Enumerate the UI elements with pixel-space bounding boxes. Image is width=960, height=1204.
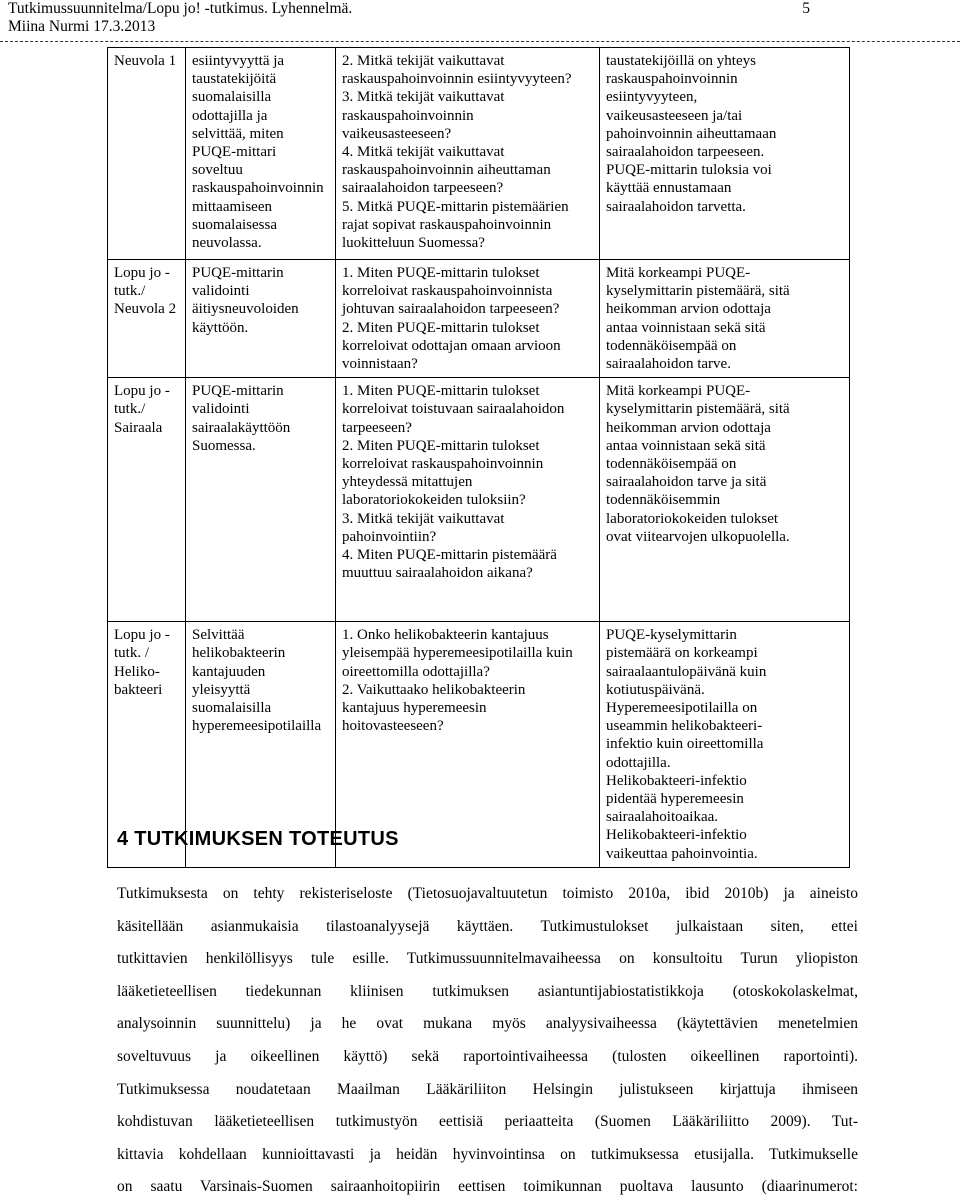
body-line: käsitellään asianmukaisia tilastoanalyysejä käyttäen. Tutkimustulokset julkaistaan siten, ettei [117, 917, 858, 935]
section-body [117, 878, 858, 1204]
hypotheses-cell: taustatekijöillä on yhteys raskauspahoinvoinnin esiintyvyyteen, vaikeusasteeseen ja/tai pahoinvoinnin aiheuttamaan sairaalahoidon tarpeeseen. PUQE-mittarin tuloksia voi käyttää ennustamaan sairaalahoidon tarvetta. [600, 48, 850, 260]
table-row [108, 378, 850, 622]
table-row [108, 48, 850, 260]
body-line: kittavia kohdellaan kunnioittavasti ja heidän hyvinvointinsa on tutkimuksessa etusijalla. Tutkimukselle [117, 1145, 858, 1163]
body-line: on saatu Varsinais-Suomen sairaanhoitopiirin eettisen toimikunnan puoltava lausunto (diaarinumerot: [117, 1178, 858, 1196]
phase-cell: Lopu jo - tutk. / Heliko- bakteeri [108, 622, 186, 868]
aim-cell: Selvittää helikobakteerin kantajuuden yleisyyttä suomalaisilla hyperemeesipotilailla [186, 622, 336, 868]
header-divider [0, 41, 960, 42]
questions-cell: 2. Mitkä tekijät vaikuttavat raskauspahoinvoinnin esiintyvyyteen? 3. Mitkä tekijät vaikuttavat raskauspahoinvoinnin vaikeusasteeseen? 4. Mitkä tekijät vaikuttavat raskauspahoinvoinnin aiheuttaman sairaalahoidon tarpeeseen? 5. Mitkä PUQE-mittarin pistemäärien rajat sopivat raskauspahoinvoinnin luokitteluun Suomessa? [336, 48, 600, 260]
header-author-date: Miina Nurmi 17.3.2013 [8, 18, 156, 35]
aim-cell: PUQE-mittarin validointi sairaalakäyttöön Suomessa. [186, 378, 336, 622]
page-number: 5 [802, 0, 810, 17]
phase-cell: Lopu jo - tutk./ Neuvola 2 [108, 260, 186, 378]
section-heading: 4 TUTKIMUKSEN TOTEUTUS [117, 828, 399, 850]
aim-cell: PUQE-mittarin validointi äitiysneuvoloiden käyttöön. [186, 260, 336, 378]
questions-cell: 1. Onko helikobakteerin kantajuus yleisempää hyperemeesipotilailla kuin oireettomilla odottajilla? 2. Vaikuttaako helikobakteerin kantajuus hyperemeesin hoitovasteeseen? [336, 622, 600, 868]
body-line: Tutkimuksesta on tehty rekisteriseloste (Tietosuojavaltuutetun toimisto 2010a, ibid 2010b) ja aineisto [117, 885, 858, 902]
body-line: tutkittavien henkilöllisyys tule esille. Tutkimussuunnitelmavaiheessa on konsultoitu Turun yliopiston [117, 950, 858, 968]
body-line: analysoinnin suunnittelu) ja he ovat mukana myös analyysivaiheessa (käytettävien menetelmien [117, 1015, 858, 1033]
hypotheses-cell: PUQE-kyselymittarin pistemäärä on korkeampi sairaalaantulopäivänä kuin kotiutuspäivänä. Hyperemeesipotilailla on useammin helikobakteeri- infektio kuin oireettomilla odottajilla. Helikobakteeri-infektio pidentää hyperemeesin sairaalahoitoaikaa. Helikobakteeri-infektio vaikeuttaa pahoinvointia. [600, 622, 850, 868]
body-line: Tutkimuksessa noudatetaan Maailman Lääkäriliiton Helsingin julistukseen kirjattuja ihmiseen [117, 1080, 858, 1098]
hypotheses-cell: Mitä korkeampi PUQE- kyselymittarin pistemäärä, sitä heikomman arvion odottaja antaa voinnistaan sekä sitä todennäköisempää on sairaalahoidon tarve ja sitä todennäköisemmin laboratoriokokeiden tulokset ovat viitearvojen ulkopuolella. [600, 378, 850, 622]
body-line: kohdistuvan lääketieteellisen tutkimustyön eettisiä periaatteita (Suomen Lääkäriliitto 2009). Tut- [117, 1113, 858, 1131]
questions-cell: 1. Miten PUQE-mittarin tulokset korreloivat toistuvaan sairaalahoidon tarpeeseen? 2. Miten PUQE-mittarin tulokset korreloivat raskauspahoinvoinnin yhteydessä mitattujen laboratoriokokeiden tuloksiin? 3. Mitkä tekijät vaikuttavat pahoinvointiin? 4. Miten PUQE-mittarin pistemäärä muuttuu sairaalahoidon aikana? [336, 378, 600, 622]
header-title: Tutkimussuunnitelma/Lopu jo! -tutkimus. Lyhennelmä. [8, 0, 353, 17]
table-row [108, 260, 850, 378]
phase-cell: Lopu jo - tutk./ Sairaala [108, 378, 186, 622]
questions-cell: 1. Miten PUQE-mittarin tulokset korreloivat raskauspahoinvoinnista johtuvan sairaalahoidon tarpeeseen? 2. Miten PUQE-mittarin tulokset korreloivat odottajan omaan arvioon voinnistaan? [336, 260, 600, 378]
phase-cell: Neuvola 1 [108, 48, 186, 260]
hypotheses-cell: Mitä korkeampi PUQE- kyselymittarin pistemäärä, sitä heikomman arvion odottaja antaa voinnistaan sekä sitä todennäköisempää on sairaalahoidon tarve. [600, 260, 850, 378]
aim-cell: esiintyvyyttä ja taustatekijöitä suomalaisilla odottajilla ja selvittää, miten PUQE-mittari soveltuu raskauspahoinvoinnin mittaamiseen suomalaisessa neuvolassa. [186, 48, 336, 260]
body-line: soveltuvuus ja oikeellinen käyttö) sekä raportointivaiheessa (tulosten oikeellinen raportointi). [117, 1047, 858, 1065]
body-line: lääketieteellisen tiedekunnan kliinisen tutkimuksen asiantuntijabiostatistikkoja (otoskokolaskelmat, [117, 982, 858, 1000]
research-plan-table [107, 47, 850, 868]
